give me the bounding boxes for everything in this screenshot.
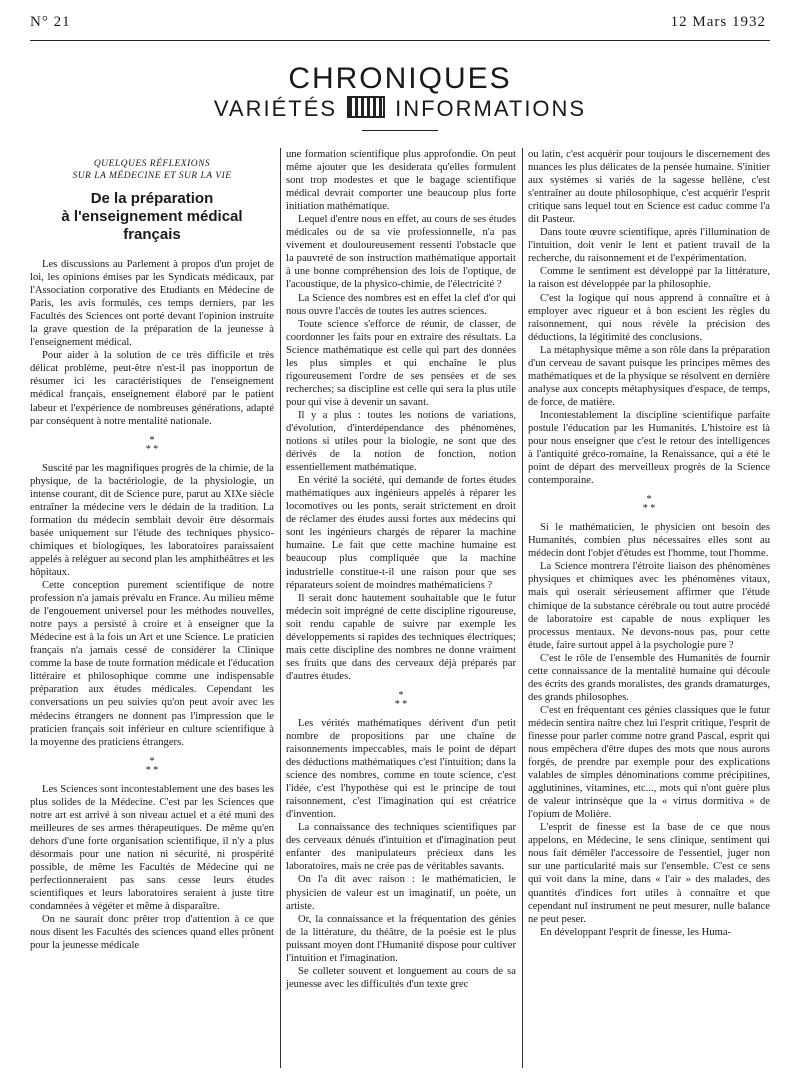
masthead-title: CHRONIQUES: [288, 62, 512, 95]
paragraph: ou latin, c'est acquérir pour toujours le discernement des nuances les plus délicates de la pensée humaine. S'initier aux systèmes si variés de la sagesse hellène, c'est s'entraîner au doute philosophique, c'est acquérir l'esprit critique sans lequel tout en Science est caduc comme l'a dit Pasteur.: [528, 149, 770, 226]
subtitle-right: INFORMATIONS: [395, 96, 587, 121]
kicker-line: SUR LA MÉDECINE ET SUR LA VIE: [72, 171, 232, 181]
paragraph: La Science des nombres est en effet la clef d'or qui nous ouvre l'accès de toutes les autres sciences.: [286, 292, 516, 317]
masthead-subtitle: [0, 96, 800, 122]
column-divider-1: [280, 148, 281, 1068]
column-2: [286, 148, 516, 991]
star-line: * *: [145, 764, 159, 776]
ornament-icon: [347, 96, 385, 118]
star-line: *: [646, 494, 652, 506]
paragraph: Suscité par les magnifiques progrès de la chimie, de la physique, de la bactériologie, de la physiologie, un intense courant, dit de Science pure, parut au XIXe siècle entraîner la médecine vers le dédain de la tradition. La formation du médecin semblait devoir être désormais basée uniquement sur l'étude des techniques physico-chimiques et biologiques, les laboratoires paraissaient appelés à reléguer au second plan les amphithéâtres et les hôpitaux.: [30, 462, 274, 578]
paragraph: C'est en fréquentant ces génies classiques que le futur médecin sentira naître chez lui l'esprit critique, l'esprit de finesse pour parler comme notre grand Pascal, esprit qui nous empêchera d'être dupes des mots que nous aurons forgés, de prendre par exemple pour des explications valables de simples dénominations comme précipitines, agglutinines, vitamines, etc..., mots qui n'ont guère plus de valeur intrinsèque que la « virtus dormitiva » de l'opium de Molière.: [528, 704, 770, 821]
section-stars: [30, 436, 274, 454]
column-divider-2: [522, 148, 523, 1068]
paragraph: C'est la logique qui nous apprend à connaître et à employer avec rigueur et à bon escient les règles du raisonnement, qui nous révèle la précision des déductions, la légitimité des conclusions.: [528, 292, 770, 343]
title-line: français: [123, 226, 181, 243]
paragraph: C'est le rôle de l'ensemble des Humanités de fournir cette connaissance de la mentalité humaine qui découle des écrits des grands moralistes, des grands dramaturges, des grands philosophes.: [528, 652, 770, 703]
paragraph: Toute science s'efforce de réunir, de classer, de coordonner les faits pour en extraire des résultats. La Science mathématique est celle qui part des données les plus simples et qui enchaîne le plus rigoureusement l'ordre de ses pensées et de ses recherches; sa discipline est celle qui sera la plus utile pour qui vise à devenir un savant.: [286, 318, 516, 408]
section-stars: [30, 757, 274, 775]
title-line: De la préparation: [90, 190, 214, 207]
paragraph: En vérité la société, qui demande de fortes études mathématiques aux ingénieurs appelés à réparer les locomotives ou les ponts, serait strictement en droit de réclamer des études aussi fortes aux médecins qui sont les ingénieurs chargés de réparer la machine humaine. Le fait que cette machine humaine est beaucoup plus compliquée que la machine industrielle constitue-t-il une raison pour que ses réparateurs soient de moindres mathématiciens ?: [286, 475, 516, 591]
title-rule: [362, 130, 438, 131]
paragraph: La métaphysique même a son rôle dans la préparation d'un cerveau de savant puisque les principes mêmes des mathématiques et de la physique se résolvent en dernière analyse aux concepts métaphysiques d'espace, de temps, de force, de matière.: [528, 344, 770, 408]
paragraph: On ne saurait donc prêter trop d'attention à ce que nous disent les Facultés des sciences quand elles prônent pour la jeunesse médicale: [30, 914, 274, 952]
paragraph: Si le mathématicien, le physicien ont besoin des Humanités, combien plus nécessaires elles sont au médecin dont l'objet d'études est l'homme, tout l'homme.: [528, 522, 770, 560]
paragraph: Or, la connaissance et la fréquentation des génies de la littérature, du théâtre, de la poésie est le plus puissant moyen dont l'Humanité dispose pour cultiver l'intuition et l'imagination.: [286, 913, 516, 964]
star-line: * *: [145, 443, 159, 455]
paragraph: On l'a dit avec raison : le mathématicien, le physicien de valeur est un imaginatif, un poète, un artiste.: [286, 874, 516, 912]
paragraph: Lequel d'entre nous en effet, au cours de ses études médicales ou de sa vie professionnelle, n'a pas vivement et douloureusement ressenti l'obstacle que la pauvreté de son instruction mathématique apportait à une bonne compréhension des lois de l'optique, de l'acoustique, de la physico-chimie, de l'électricité ?: [286, 214, 516, 291]
paragraph: Cette conception purement scientifique de notre profession n'a jamais prévalu en France. Au milieu même de l'engouement universel pour les méthodes nouvelles, notre pays a persisté à croire et à enseigner que la Médecine est à la fois un Art et une Science. Le praticien français n'a jamais cessé de considérer la Clinique comme la base de toute formation médicale et l'éducation littéraire et philosophique comme une indispensable préparation aux études médicales. Cependant les conversations un peu suivies qu'on peut avoir avec les médecins étrangers ne donnent pas l'impression que le praticien français soit inférieur en culture scientifique à la moyenne des praticiens étrangers.: [30, 580, 274, 748]
star-line: *: [149, 755, 155, 767]
header-rule: [30, 40, 770, 41]
paragraph: Incontestablement la discipline scientifique parfaite postule l'éducation par les Humanités. L'histoire est là pour nous enseigner que c'est le retour des intelligences à l'antiquité gréco-romaine, la Renaissance, qui a été le point de départ des merveilleux progrès de la Science contemporaine.: [528, 409, 770, 487]
kicker-line: QUELQUES RÉFLEXIONS: [93, 159, 211, 169]
paragraph: Il serait donc hautement souhaitable que le futur médecin soit imprégné de cette discipline rigoureuse, soit rendu capable de suivre par exemple les développements si rapides des techniques électriques; mais cette discipline des nombres ne donne vraiment ses fruits que dans des cerveaux déjà préparés par d'autres études.: [286, 592, 516, 682]
paragraph: La Science montrera l'étroite liaison des phénomènes physiques et chimiques avec les phénomènes vitaux, mais qui oserait sérieusement affirmer que l'étude chimique de la substance cérébrale ou tout autre procédé de laboratoire est capable de nous expliquer les processus mentaux. Ne devons-nous pas, pour cette étude, faire surtout appel à la psychologie pure ?: [528, 561, 770, 651]
paragraph: une formation scientifique plus approfondie. On peut même ajouter que les desiderata qu'elles formulent sont trop modestes et que le bagage scientifique médical devrait comporter une beaucoup plus forte initiation mathématique.: [286, 149, 516, 213]
paragraph: L'esprit de finesse est la base de ce que nous appelons, en Médecine, le sens clinique, sentiment qui nous fait démêler l'accessoire de l'essentiel, juger non sur une particularité mais sur l'ensemble. C'est ce sens qui voit dans la mine, dans « l'air » des malades, des quantités d'indices fort utiles à connaître et que cependant nul instrument ne peut mesurer, nulle balance ne peut peser.: [528, 822, 770, 925]
issue-number: N° 21: [30, 14, 71, 30]
paragraph: Se colleter souvent et longuement au cours de sa jeunesse avec les difficultés d'un texte grec: [286, 965, 516, 990]
column-3: [528, 148, 770, 939]
star-line: * *: [642, 503, 656, 515]
paragraph: Dans toute œuvre scientifique, après l'illumination de l'intuition, doit venir le lent et patient travail de la recherche, du raisonnement et de l'expérimentation.: [528, 227, 770, 265]
paragraph: Comme le sentiment est développé par la littérature, la raison est développée par la philosophie.: [528, 266, 770, 291]
section-stars: [286, 691, 516, 709]
column-1: [30, 148, 274, 952]
paragraph: La connaissance des techniques scientifiques par des cerveaux dénués d'intuition et d'imagination peut enfanter des manipulateurs précieux dans les laboratoires, mais ne crée pas de véritables savants.: [286, 822, 516, 873]
paragraph: Les discussions au Parlement à propos d'un projet de loi, les opinions émises par les Syndicats médicaux, par l'Association corporative des Etudiants en Médecine de Paris, les avis formulés, ces temps derniers, par les Facultés des Sciences ont porté devant l'opinion instruite la grave question de la préparation de la jeunesse à l'enseignement médical.: [30, 259, 274, 349]
paragraph: En développant l'esprit de finesse, les Huma-: [540, 926, 732, 938]
paragraph: Pour aider à la solution de ce très difficile et très délicat problème, peut-être n'est-il pas inopportun de résumer ici les caractéristiques de l'enseignement médical français, enseignement élaboré par le patient labeur et l'expérience de nombreuses générations, adapté par conséquent à notre mentalité nationale.: [30, 350, 274, 427]
article-title: [30, 190, 274, 244]
title-line: à l'enseignement médical: [61, 208, 243, 225]
article-kicker: [30, 158, 274, 182]
subtitle-left: VARIÉTÉS: [213, 96, 338, 121]
issue-date: 12 Mars 1932: [670, 14, 766, 30]
paragraph: Les Sciences sont incontestablement une des bases les plus solides de la Médecine. C'est par les Sciences que notre art est arrivé à son niveau actuel et a été muni des meilleures de ses armes thérapeutiques. De même qu'en dehors d'une forte organisation scientifique, il n'y a plus désormais pour une nation ni sécurité, ni prospérité possible, de même les Facultés de Médecine qui ne perfectionneraient pas sans cesse leurs études scientifiques et leurs laboratoires seraient à juste titre condamnées à végéter et même à disparaître.: [30, 783, 274, 913]
star-line: * *: [394, 698, 408, 710]
star-line: *: [398, 689, 404, 701]
paragraph: Il y a plus : toutes les notions de variations, d'évolution, d'interdépendance des phénomènes, notions si utiles pour la biologie, ne sont que des dérivés de la notion de fonction, notion essentiellement mathématique.: [286, 409, 516, 474]
star-line: *: [149, 434, 155, 446]
paragraph: Les vérités mathématiques dérivent d'un petit nombre de propositions par une chaîne de raisonnements impeccables, mais le point de départ des déductions mathématiques c'est l'intuition; dans la science des nombres, comme en toute science, c'est l'idée, c'est l'hypothèse qui est le principe de tout raisonnement, c'est l'imagination qui est créatrice d'invention.: [286, 717, 516, 821]
section-stars: [528, 495, 770, 513]
